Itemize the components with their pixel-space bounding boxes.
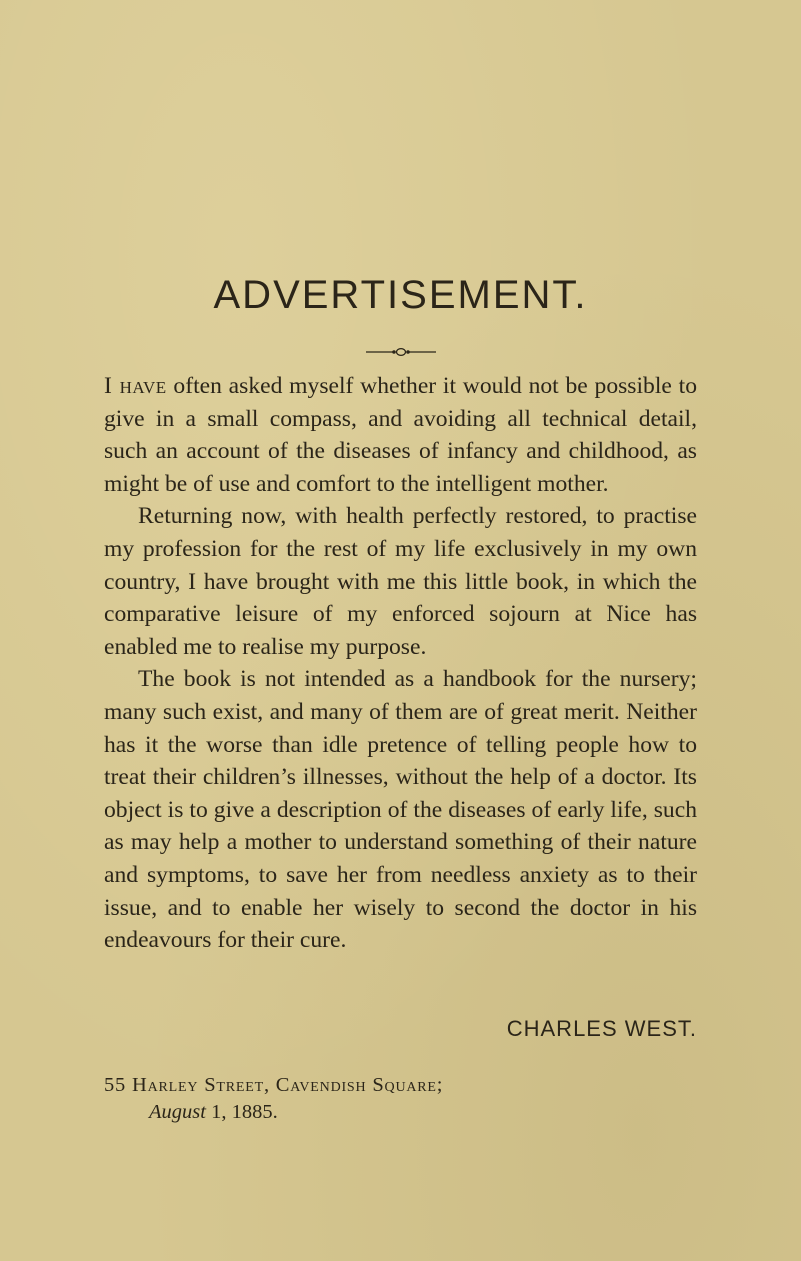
paragraph-2: Returning now, with health perfectly restored, to practise my profession for the rest of my life exclusively in my own country, I have brought with me this little book, in which the comparative leisure of my enforced sojourn at Nice has enabled me to realise my purpose. xyxy=(104,503,697,660)
page-title: ADVERTISEMENT. xyxy=(213,273,588,317)
address-line: 55 Harley Street, Cavendish Square; xyxy=(104,1074,444,1096)
address-block xyxy=(104,1072,443,1126)
paragraph-lead: I have xyxy=(104,373,167,399)
ornament-divider-icon xyxy=(366,346,436,358)
signature: CHARLES WEST. xyxy=(506,1016,697,1041)
date-rest: 1, 1885. xyxy=(205,1101,278,1123)
paragraph-1-text: often asked myself whether it would not be possible to give in a small compass, and avoiding all technical detail, such an account of the diseases of infancy and childhood, as might be of use and comfort to the intelligent mother. xyxy=(104,373,697,497)
body-text xyxy=(104,370,697,957)
paragraph-3: The book is not intended as a handbook for the nursery; many such exist, and many of them are of great merit. Neither has it the worse than idle pretence of telling people how to treat their children’s illnesses, without the help of a doctor. Its object is to give a description of the diseases of early life, such as may help a mother to understand something of their nature and symptoms, to save her from needless anxiety as to their issue, and to enable her wisely to second the doctor in his endeavours for their cure. xyxy=(104,666,697,954)
date-month: August xyxy=(149,1101,206,1123)
date-line xyxy=(104,1099,443,1126)
paragraph-1 xyxy=(104,370,697,500)
